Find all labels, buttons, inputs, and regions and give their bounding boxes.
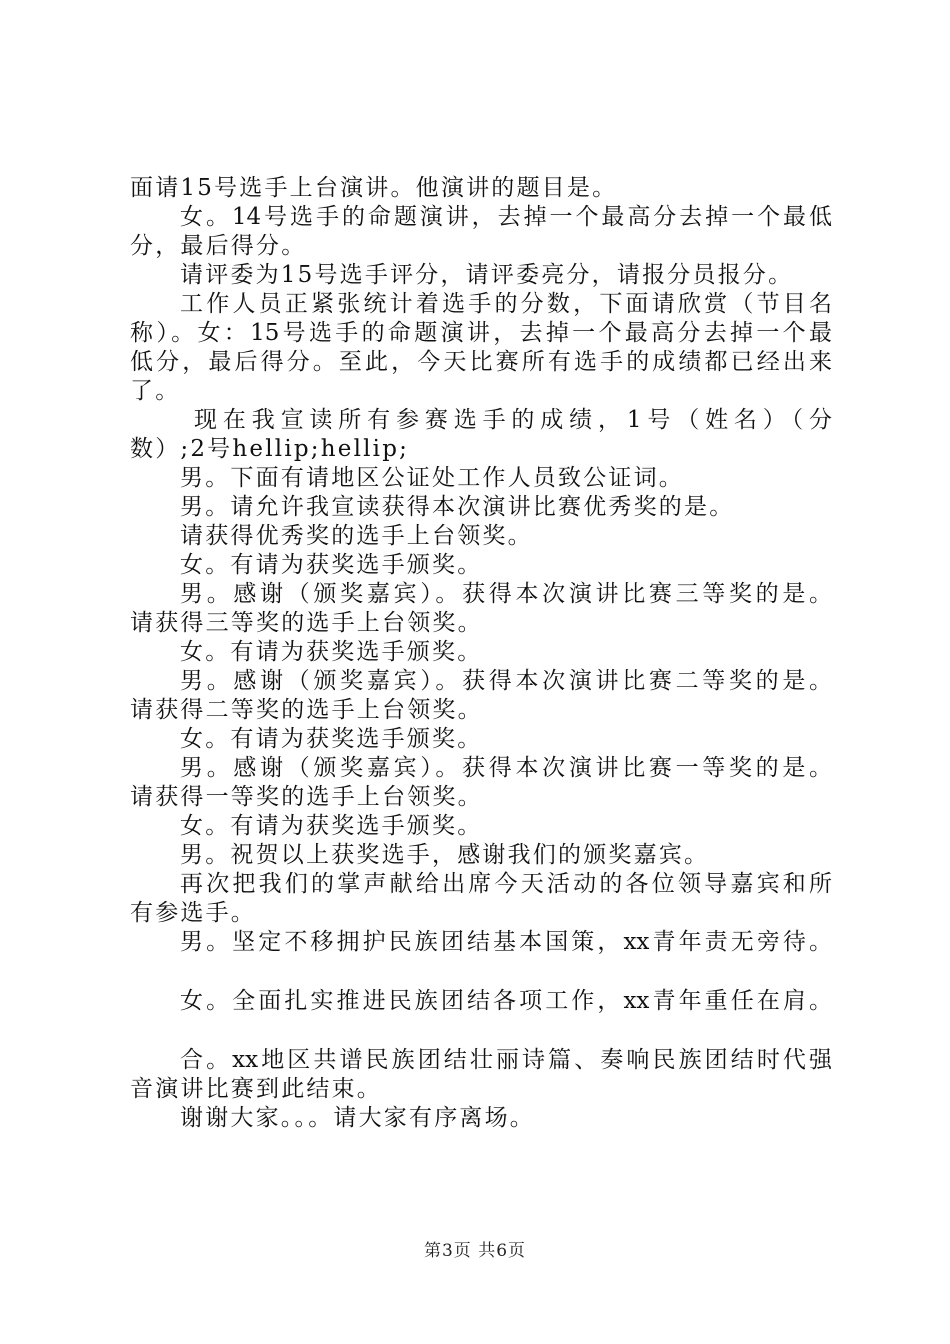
text-line: 女。全面扎实推进民族团结各项工作，xx青年重任在肩。: [180, 988, 832, 1014]
text-line: 分，最后得分。: [130, 233, 307, 259]
text-line: 请评委为15号选手评分，请评委亮分，请报分员报分。: [180, 262, 794, 288]
document-body: [130, 174, 832, 1133]
text-line: 谢谢大家。。。请大家有序离场。: [180, 1105, 535, 1131]
text-line: 请获得三等奖的选手上台领奖。: [130, 610, 483, 636]
text-line: 请获得二等奖的选手上台领奖。: [130, 697, 483, 723]
text-line: 男。感谢（颁奖嘉宾）。获得本次演讲比赛三等奖的是。: [180, 581, 832, 607]
text-line: 音演讲比赛到此结束。: [130, 1076, 382, 1102]
text-line: 男。坚定不移拥护民族团结基本国策，xx青年责无旁待。: [180, 929, 832, 955]
text-line: 合。xx地区共谱民族团结壮丽诗篇、奏响民族团结时代强: [180, 1047, 832, 1073]
text-line: 女。有请为获奖选手颁奖。: [180, 813, 483, 839]
paragraph-gap: [130, 1016, 832, 1046]
text-line: 工作人员正紧张统计着选手的分数，下面请欣赏（节目名: [180, 291, 832, 317]
text-line: 数）;2号hellip;hellip;: [130, 436, 410, 462]
text-line: 有参选手。: [130, 900, 256, 926]
text-line: 面请15号选手上台演讲。他演讲的题目是。: [130, 175, 618, 201]
text-line: 男。请允许我宣读获得本次演讲比赛优秀奖的是。: [180, 494, 735, 520]
text-line: 男。祝贺以上获奖选手，感谢我们的颁奖嘉宾。: [180, 842, 710, 868]
text-line: 女。有请为获奖选手颁奖。: [180, 726, 483, 752]
text-line: 男。下面有请地区公证处工作人员致公证词。: [180, 465, 684, 491]
text-line: 男。感谢（颁奖嘉宾）。获得本次演讲比赛一等奖的是。: [180, 755, 832, 781]
text-line: 女。14号选手的命题演讲，去掉一个最高分去掉一个最低: [180, 204, 832, 230]
text-line: 请获得优秀奖的选手上台领奖。: [180, 523, 533, 549]
text-line: 女。有请为获奖选手颁奖。: [180, 639, 483, 665]
text-line: 再次把我们的掌声献给出席今天活动的各位领导嘉宾和所: [180, 871, 832, 897]
text-line: 低分，最后得分。至此，今天比赛所有选手的成绩都已经出来: [130, 349, 832, 375]
text-line: 了。: [130, 378, 181, 404]
text-line: 男。感谢（颁奖嘉宾）。获得本次演讲比赛二等奖的是。: [180, 668, 832, 694]
text-line: 现在我宣读所有参赛选手的成绩，1号（姓名）（分: [194, 407, 832, 433]
text-line: 女。有请为获奖选手颁奖。: [180, 552, 483, 578]
paragraph-gap: [130, 957, 832, 987]
page-number-footer: 第3页 共6页: [423, 1241, 527, 1261]
text-line: 称）。女：15号选手的命题演讲，去掉一个最高分去掉一个最: [130, 320, 832, 346]
text-line: 请获得一等奖的选手上台领奖。: [130, 784, 483, 810]
